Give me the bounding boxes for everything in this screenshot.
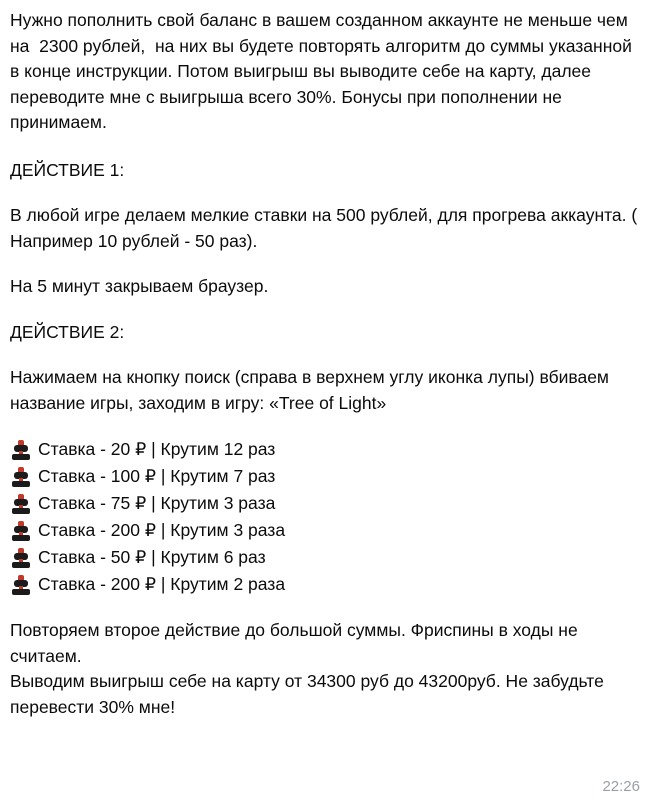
action1-body: В любой игре делаем мелкие ставки на 500 рублей, для прогрева аккаунта. ( Например 10 рублей - 50 раз). [10, 205, 643, 251]
action1-note: На 5 минут закрываем браузер. [10, 276, 269, 296]
spacer [10, 183, 642, 203]
list-item [10, 571, 642, 598]
list-item [10, 544, 642, 571]
message-timestamp: 22:26 [602, 778, 640, 795]
list-item [10, 490, 642, 517]
list-item [10, 436, 642, 463]
action2-body: Нажимаем на кнопку поиск (справа в верхнем углу иконка лупы) вбиваем название игры, заходим в игру: «Tree of Light» [10, 367, 614, 413]
bet-list [10, 436, 642, 598]
slot-token-icon [10, 546, 32, 570]
spacer [10, 254, 642, 274]
list-item [10, 463, 642, 490]
intro-paragraph: Нужно пополнить свой баланс в вашем созданном аккаунте не меньше чем на 2300 рублей, на них вы будете повторять алгоритм до суммы указанной в конце инструкции. Потом выигрыш вы выводите себе на карту, далее переводите мне с выигрыша всего 30%. Бонусы при пополнении не принимаем. [10, 10, 637, 132]
outro-paragraph-2: Выводим выигрыш себе на карту от 34300 руб до 43200руб. Не забудьте перевести 30% мне! [10, 671, 609, 717]
spacer [10, 598, 642, 618]
action2-heading: ДЕЙСТВИЕ 2: [10, 321, 125, 342]
slot-token-icon [10, 519, 32, 543]
bet-text: Ставка - 200 ₽ | Крутим 2 раза [38, 574, 286, 594]
spacer [10, 345, 642, 365]
outro-paragraph-1: Повторяем второе действие до большой суммы. Фриспины в ходы не считаем. [10, 620, 583, 666]
bet-text: Ставка - 200 ₽ | Крутим 3 раза [38, 520, 286, 540]
action1-heading: ДЕЙСТВИЕ 1: [10, 159, 125, 180]
bet-text: Ставка - 75 ₽ | Крутим 3 раза [38, 493, 276, 513]
spacer [10, 416, 642, 436]
spacer [10, 300, 642, 320]
list-item [10, 517, 642, 544]
bet-text: Ставка - 50 ₽ | Крутим 6 раз [38, 547, 266, 567]
slot-token-icon [10, 573, 32, 597]
bet-text: Ставка - 20 ₽ | Крутим 12 раз [38, 439, 276, 459]
slot-token-icon [10, 492, 32, 516]
slot-token-icon [10, 465, 32, 489]
spacer [10, 136, 642, 158]
slot-token-icon [10, 438, 32, 462]
bet-text: Ставка - 100 ₽ | Крутим 7 раз [38, 466, 276, 486]
